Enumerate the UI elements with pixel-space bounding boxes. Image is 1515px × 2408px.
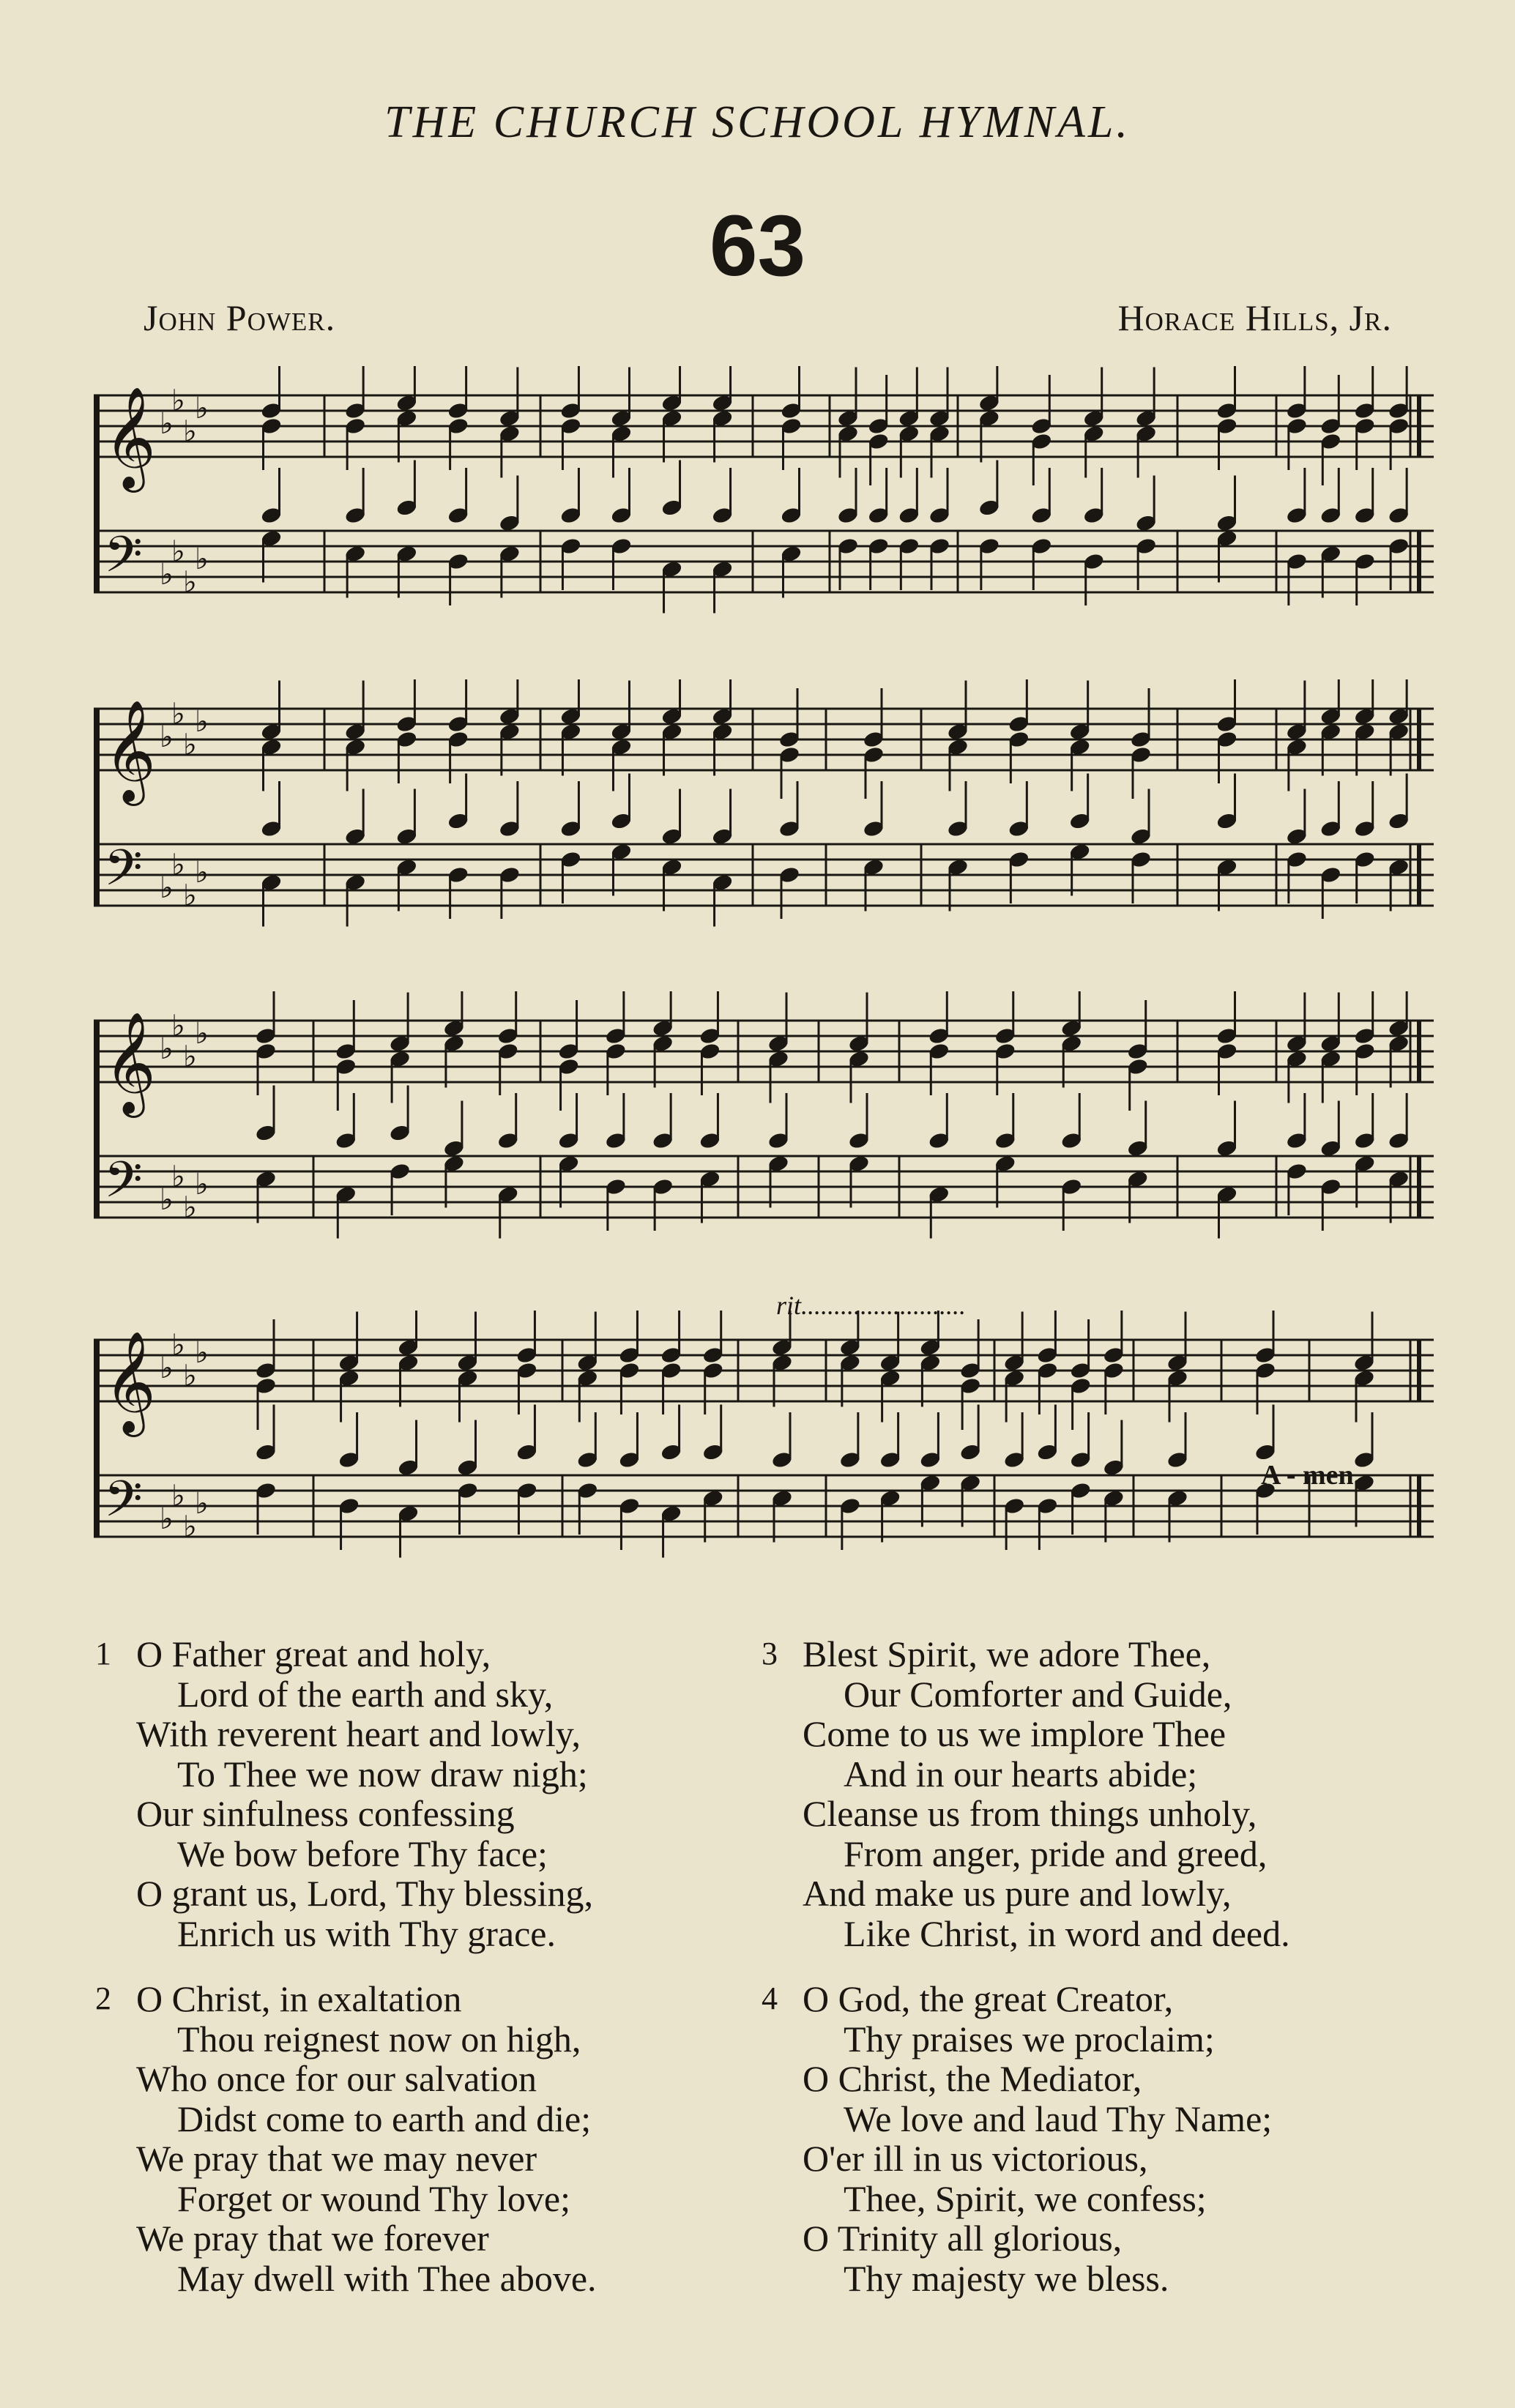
flat-icon: ♭ xyxy=(171,384,185,417)
verse-line: Our sinfulness confessing xyxy=(136,1793,515,1834)
verse-line: And in our hearts abide; xyxy=(844,1753,1198,1794)
verse-line: To Thee we now draw nigh; xyxy=(177,1753,588,1794)
verse-number: 2 xyxy=(95,1980,111,2016)
verse-line: Didst come to earth and die; xyxy=(177,2098,592,2139)
verse-line: Like Christ, in word and deed. xyxy=(844,1912,1290,1954)
author-credit: John Power. xyxy=(144,297,336,338)
flat-icon: ♭ xyxy=(183,414,197,448)
flat-icon: ♭ xyxy=(171,1479,185,1513)
verse-line: O Christ, in exaltation xyxy=(136,1978,462,2019)
hymn-number: 63 xyxy=(709,198,806,294)
flat-icon: ♭ xyxy=(195,1336,209,1369)
verse-line: O God, the great Creator, xyxy=(803,1978,1174,2019)
flat-icon: ♭ xyxy=(195,1017,209,1050)
verse-line: Lord of the earth and sky, xyxy=(177,1673,554,1715)
composer-credit: Horace Hills, Jr. xyxy=(1117,297,1392,338)
verse-line: O Trinity all glorious, xyxy=(803,2218,1123,2259)
verse-line: Thy praises we proclaim; xyxy=(844,2018,1215,2060)
verse-line: O Father great and holy, xyxy=(136,1633,491,1674)
verse-line: O Christ, the Mediator, xyxy=(803,2058,1142,2099)
verse-line: From anger, pride and greed, xyxy=(844,1833,1268,1874)
amen-text: A - men. xyxy=(1261,1460,1361,1491)
flat-icon: ♭ xyxy=(183,728,197,761)
flat-icon: ♭ xyxy=(183,879,197,912)
verse-line: May dwell with Thee above. xyxy=(177,2257,597,2299)
verse-number: 4 xyxy=(762,1980,778,2016)
verse-line: Cleanse us from things unholy, xyxy=(803,1793,1257,1834)
running-title: THE CHURCH SCHOOL HYMNAL. xyxy=(384,97,1131,147)
verse-line: Forget or wound Thy love; xyxy=(177,2177,571,2219)
flat-icon: ♭ xyxy=(195,1487,209,1520)
verse-line: Blest Spirit, we adore Thee, xyxy=(803,1633,1211,1674)
staff-notation xyxy=(94,679,1434,943)
treble-clef-icon: 𝄞 xyxy=(104,1012,156,1114)
verse-line: We bow before Thy face; xyxy=(177,1833,548,1874)
flat-icon: ♭ xyxy=(160,407,174,440)
flat-icon: ♭ xyxy=(160,720,174,753)
music-system-1 xyxy=(94,366,1434,630)
verse-number: 3 xyxy=(762,1636,778,1671)
treble-clef-icon: 𝄞 xyxy=(104,1331,156,1433)
tempo-marking: rit......................... xyxy=(776,1291,967,1320)
flat-icon: ♭ xyxy=(183,1510,197,1543)
flat-icon: ♭ xyxy=(160,558,174,591)
flat-icon: ♭ xyxy=(195,392,209,425)
flat-icon: ♭ xyxy=(160,871,174,904)
flat-icon: ♭ xyxy=(183,1190,197,1224)
verse-number: 1 xyxy=(95,1636,111,1671)
verse-line: Come to us we implore Thee xyxy=(803,1713,1226,1754)
staff-notation xyxy=(94,991,1434,1255)
verse-line: We love and laud Thy Name; xyxy=(844,2098,1273,2139)
flat-icon: ♭ xyxy=(171,848,185,881)
flat-icon: ♭ xyxy=(195,856,209,889)
music-system-4 xyxy=(94,1311,1434,1589)
verse-line: Thy majesty we bless. xyxy=(844,2257,1169,2299)
staff-notation xyxy=(94,366,1434,630)
verse-line: O grant us, Lord, Thy blessing, xyxy=(136,1873,594,1914)
music-system-3 xyxy=(94,991,1434,1255)
flat-icon: ♭ xyxy=(183,565,197,599)
flat-icon: ♭ xyxy=(171,1328,185,1362)
flat-icon: ♭ xyxy=(160,1502,174,1535)
bass-clef-icon: 𝄢 xyxy=(104,1152,143,1221)
flat-icon: ♭ xyxy=(183,1359,197,1393)
verse-line: We pray that we forever xyxy=(136,2218,489,2259)
flat-icon: ♭ xyxy=(183,1040,197,1073)
flat-icon: ♭ xyxy=(195,705,209,738)
flat-icon: ♭ xyxy=(195,543,209,575)
verse-line: Enrich us with Thy grace. xyxy=(177,1912,556,1954)
music-system-2 xyxy=(94,679,1434,943)
treble-clef-icon: 𝄞 xyxy=(104,387,156,488)
treble-clef-icon: 𝄞 xyxy=(104,700,156,802)
flat-icon: ♭ xyxy=(171,697,185,731)
verse-line: We pray that we may never xyxy=(136,2138,537,2179)
verse-line: Thee, Spirit, we confess; xyxy=(844,2177,1207,2219)
flat-icon: ♭ xyxy=(160,1032,174,1065)
bass-clef-icon: 𝄢 xyxy=(104,1471,143,1540)
verse-line: O'er ill in us victorious, xyxy=(803,2138,1148,2179)
verse-line: Our Comforter and Guide, xyxy=(844,1673,1232,1715)
verse-line: Who once for our salvation xyxy=(136,2058,537,2099)
flat-icon: ♭ xyxy=(171,534,185,568)
flat-icon: ♭ xyxy=(171,1160,185,1193)
verse-line: And make us pure and lowly, xyxy=(803,1873,1232,1914)
flat-icon: ♭ xyxy=(195,1168,209,1201)
verse-line: Thou reignest now on high, xyxy=(177,2018,581,2060)
flat-icon: ♭ xyxy=(171,1009,185,1043)
flat-icon: ♭ xyxy=(160,1352,174,1384)
bass-clef-icon: 𝄢 xyxy=(104,526,143,596)
verse-line: With reverent heart and lowly, xyxy=(136,1713,581,1754)
flat-icon: ♭ xyxy=(160,1183,174,1216)
staff-notation xyxy=(94,1311,1434,1589)
bass-clef-icon: 𝄢 xyxy=(104,840,143,909)
